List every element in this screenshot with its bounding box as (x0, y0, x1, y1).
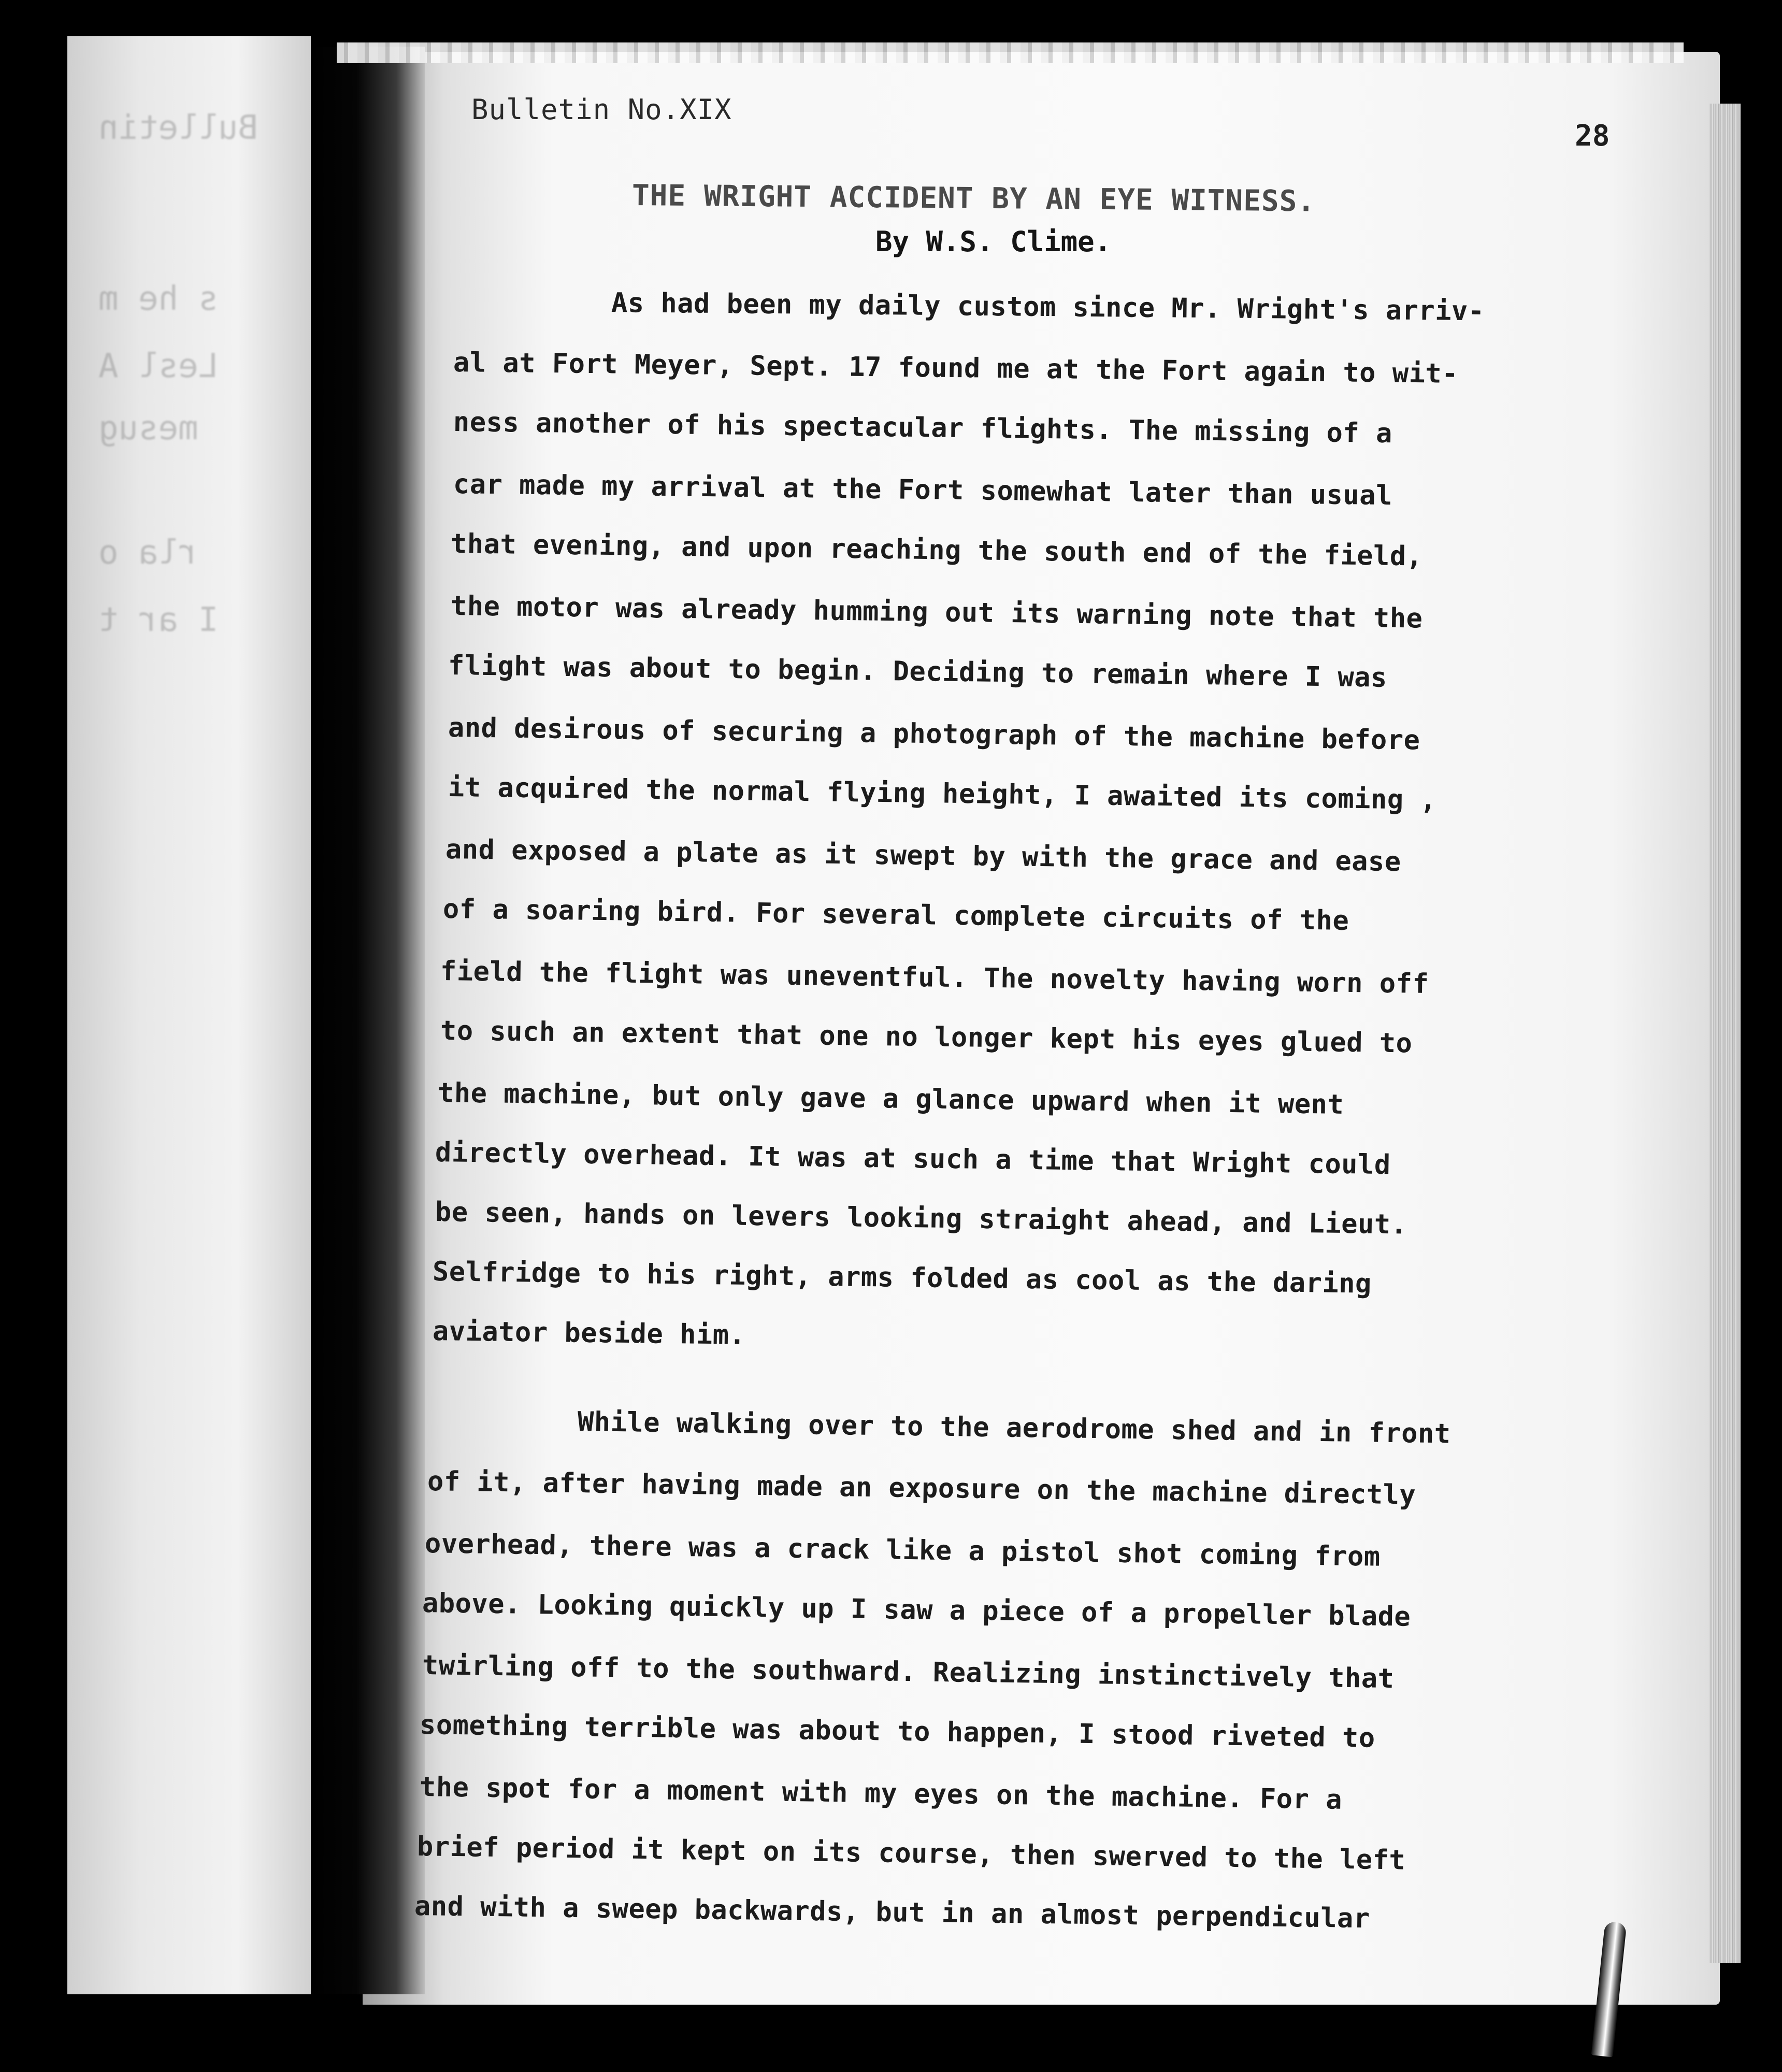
body-line: above. Looking quickly up I saw a piece of a propeller blade (422, 1588, 1411, 1633)
book-gutter-shadow (311, 47, 425, 1994)
body-line: that evening, and upon reaching the south end of the field, (450, 528, 1423, 572)
body-line: twirling off to the southward. Realizing instinctively that (422, 1650, 1395, 1695)
ghost-text-line: I ar t (98, 601, 219, 639)
body-line: be seen, hands on levers looking straight ahead, and Lieut. (435, 1197, 1407, 1241)
body-line: to such an extent that one no longer kept his eyes glued to (440, 1015, 1413, 1059)
body-line: car made my arrival at the Fort somewhat later than usual (453, 469, 1393, 512)
body-line: something terrible was about to happen, I stood riveted to (419, 1709, 1376, 1754)
body-line: Selfridge to his right, arms folded as cool as the daring (432, 1256, 1372, 1300)
page-edge-stack (1709, 104, 1741, 1963)
body-line: it acquired the normal flying height, I awaited its coming , (448, 772, 1437, 816)
ghost-text-line: Lesl A (98, 347, 219, 385)
body-line: and desirous of securing a photograph of the machine before (448, 712, 1420, 756)
body-line: While walking over to the aerodrome shed and in front (577, 1406, 1452, 1450)
body-line: directly overhead. It was at such a time that Wright could (435, 1137, 1391, 1181)
bulletin-number: Bulletin No.XIX (471, 93, 732, 126)
ghost-text-line: mesug (98, 409, 198, 448)
body-line: of a soaring bird. For several complete circuits of the (442, 894, 1349, 937)
ghost-text-line: Bulletin (98, 109, 258, 147)
body-line: As had been my daily custom since Mr. Wright's arriv- (611, 287, 1485, 327)
left-facing-page (67, 36, 311, 1994)
page-number: 28 (1575, 119, 1610, 153)
ghost-text-line: rla o (98, 534, 198, 572)
article-byline: By W.S. Clime. (875, 225, 1112, 258)
body-line: of it, after having made an exposure on the machine directly (427, 1466, 1416, 1511)
body-line: ness another of his spectacular flights. The missing of a (453, 407, 1393, 450)
body-line: brief period it kept on its course, then swerved to the left (416, 1831, 1406, 1876)
body-line: flight was about to begin. Deciding to remain where I was (448, 650, 1388, 694)
body-line: the machine, but only gave a glance upward when it went (437, 1077, 1344, 1120)
body-line: overhead, there was a crack like a pistol shot coming from (424, 1528, 1381, 1573)
body-line: and with a sweep backwards, but in an almost perpendicular (414, 1891, 1371, 1935)
body-line: the motor was already humming out its warning note that the (450, 591, 1423, 635)
article-title: THE WRIGHT ACCIDENT BY AN EYE WITNESS. (631, 179, 1316, 219)
body-line: the spot for a moment with my eyes on the machine. For a (419, 1772, 1343, 1816)
body-line: al at Fort Meyer, Sept. 17 found me at the Fort again to wit- (453, 347, 1459, 390)
page-top-edge (337, 42, 1684, 63)
body-line: aviator beside him. (432, 1316, 746, 1351)
body-line: and exposed a plate as it swept by with the grace and ease (445, 834, 1402, 878)
ghost-text-line: s he m (98, 280, 219, 318)
body-line: field the flight was uneventful. The novelty having worn off (440, 956, 1429, 1000)
